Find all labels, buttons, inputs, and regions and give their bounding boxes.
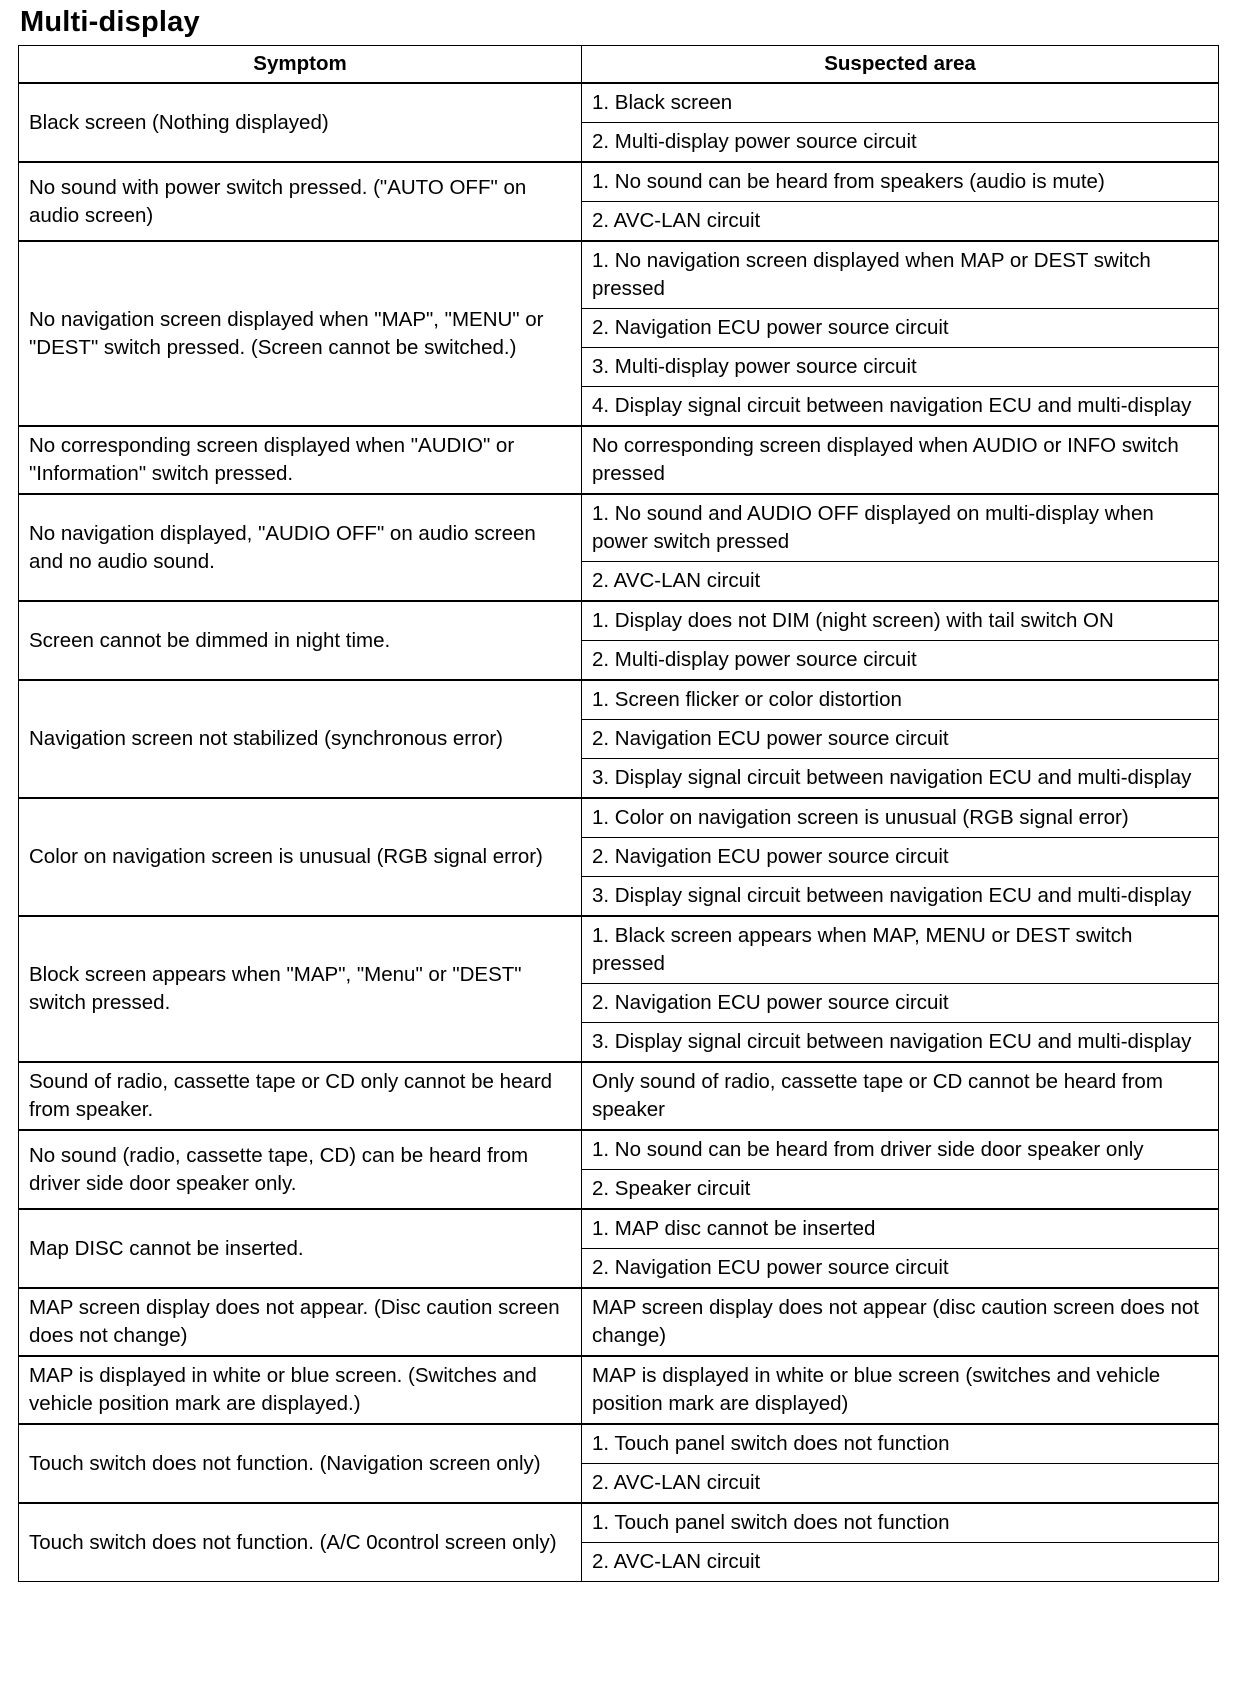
symptom-cell: Color on navigation screen is unusual (RGB signal error) [19,798,582,916]
table-row [19,601,1219,641]
suspected-area-cell: 2. Speaker circuit [582,1170,1219,1210]
suspected-area-cell: 1. No sound can be heard from speakers (audio is mute) [582,162,1219,202]
suspected-area-cell: MAP screen display does not appear (disc caution screen does not change) [582,1288,1219,1356]
symptom-cell: Black screen (Nothing displayed) [19,83,582,162]
suspected-area-cell: MAP is displayed in white or blue screen (switches and vehicle position mark are displayed) [582,1356,1219,1424]
suspected-area-cell: 2. AVC-LAN circuit [582,562,1219,602]
suspected-area-cell: Only sound of radio, cassette tape or CD cannot be heard from speaker [582,1062,1219,1130]
suspected-area-cell: 1. No navigation screen displayed when MAP or DEST switch pressed [582,241,1219,309]
suspected-area-cell: 2. AVC-LAN circuit [582,1464,1219,1504]
symptom-cell: No navigation screen displayed when "MAP", "MENU" or "DEST" switch pressed. (Screen cannot be switched.) [19,241,582,426]
symptom-cell: No corresponding screen displayed when "AUDIO" or "Information" switch pressed. [19,426,582,494]
symptom-cell: Sound of radio, cassette tape or CD only cannot be heard from speaker. [19,1062,582,1130]
suspected-area-cell: 1. Black screen appears when MAP, MENU or DEST switch pressed [582,916,1219,984]
table-row [19,1424,1219,1464]
table-header-row [19,46,1219,84]
symptom-cell: Touch switch does not function. (Navigation screen only) [19,1424,582,1503]
symptom-cell: MAP screen display does not appear. (Disc caution screen does not change) [19,1288,582,1356]
table-body [19,83,1219,1582]
page-title: Multi-display [20,6,200,38]
suspected-area-cell: 1. Color on navigation screen is unusual (RGB signal error) [582,798,1219,838]
table-row [19,1209,1219,1249]
suspected-area-column-header: Suspected area [582,46,1219,84]
table-row [19,798,1219,838]
table-row [19,1288,1219,1356]
symptom-cell: Touch switch does not function. (A/C 0control screen only) [19,1503,582,1582]
table-row [19,83,1219,123]
suspected-area-cell: 2. AVC-LAN circuit [582,1543,1219,1582]
symptom-cell: Screen cannot be dimmed in night time. [19,601,582,680]
suspected-area-cell: 3. Display signal circuit between navigation ECU and multi-display [582,759,1219,799]
symptom-column-header: Symptom [19,46,582,84]
table-row [19,1503,1219,1543]
suspected-area-cell: 2. Navigation ECU power source circuit [582,838,1219,877]
table-row [19,916,1219,984]
suspected-area-cell: 3. Display signal circuit between navigation ECU and multi-display [582,877,1219,917]
symptom-cell: No sound (radio, cassette tape, CD) can be heard from driver side door speaker only. [19,1130,582,1209]
symptom-cell: Map DISC cannot be inserted. [19,1209,582,1288]
suspected-area-cell: 1. Black screen [582,83,1219,123]
table-row [19,426,1219,494]
suspected-area-cell: 2. Multi-display power source circuit [582,123,1219,163]
suspected-area-cell: 2. AVC-LAN circuit [582,202,1219,242]
table-row [19,1062,1219,1130]
suspected-area-cell: 2. Multi-display power source circuit [582,641,1219,681]
symptom-cell: No navigation displayed, "AUDIO OFF" on audio screen and no audio sound. [19,494,582,601]
suspected-area-cell: 1. No sound can be heard from driver side door speaker only [582,1130,1219,1170]
suspected-area-cell: 3. Multi-display power source circuit [582,348,1219,387]
suspected-area-cell: 3. Display signal circuit between navigation ECU and multi-display [582,1023,1219,1063]
suspected-area-cell: No corresponding screen displayed when AUDIO or INFO switch pressed [582,426,1219,494]
suspected-area-cell: 1. No sound and AUDIO OFF displayed on multi-display when power switch pressed [582,494,1219,562]
suspected-area-cell: 2. Navigation ECU power source circuit [582,720,1219,759]
symptom-cell: No sound with power switch pressed. ("AUTO OFF" on audio screen) [19,162,582,241]
suspected-area-cell: 1. Screen flicker or color distortion [582,680,1219,720]
suspected-area-cell: 1. Touch panel switch does not function [582,1503,1219,1543]
suspected-area-cell: 1. MAP disc cannot be inserted [582,1209,1219,1249]
table-row [19,162,1219,202]
suspected-area-cell: 2. Navigation ECU power source circuit [582,984,1219,1023]
table-row [19,1130,1219,1170]
table-row [19,241,1219,309]
suspected-area-cell: 2. Navigation ECU power source circuit [582,1249,1219,1289]
suspected-area-cell: 2. Navigation ECU power source circuit [582,309,1219,348]
table-row [19,494,1219,562]
symptom-cell: Block screen appears when "MAP", "Menu" or "DEST" switch pressed. [19,916,582,1062]
table-row [19,1356,1219,1424]
symptom-cell: MAP is displayed in white or blue screen. (Switches and vehicle position mark are displayed.) [19,1356,582,1424]
troubleshooting-table [18,45,1219,1582]
symptom-cell: Navigation screen not stabilized (synchronous error) [19,680,582,798]
suspected-area-cell: 1. Display does not DIM (night screen) with tail switch ON [582,601,1219,641]
suspected-area-cell: 4. Display signal circuit between navigation ECU and multi-display [582,387,1219,427]
suspected-area-cell: 1. Touch panel switch does not function [582,1424,1219,1464]
table-row [19,680,1219,720]
